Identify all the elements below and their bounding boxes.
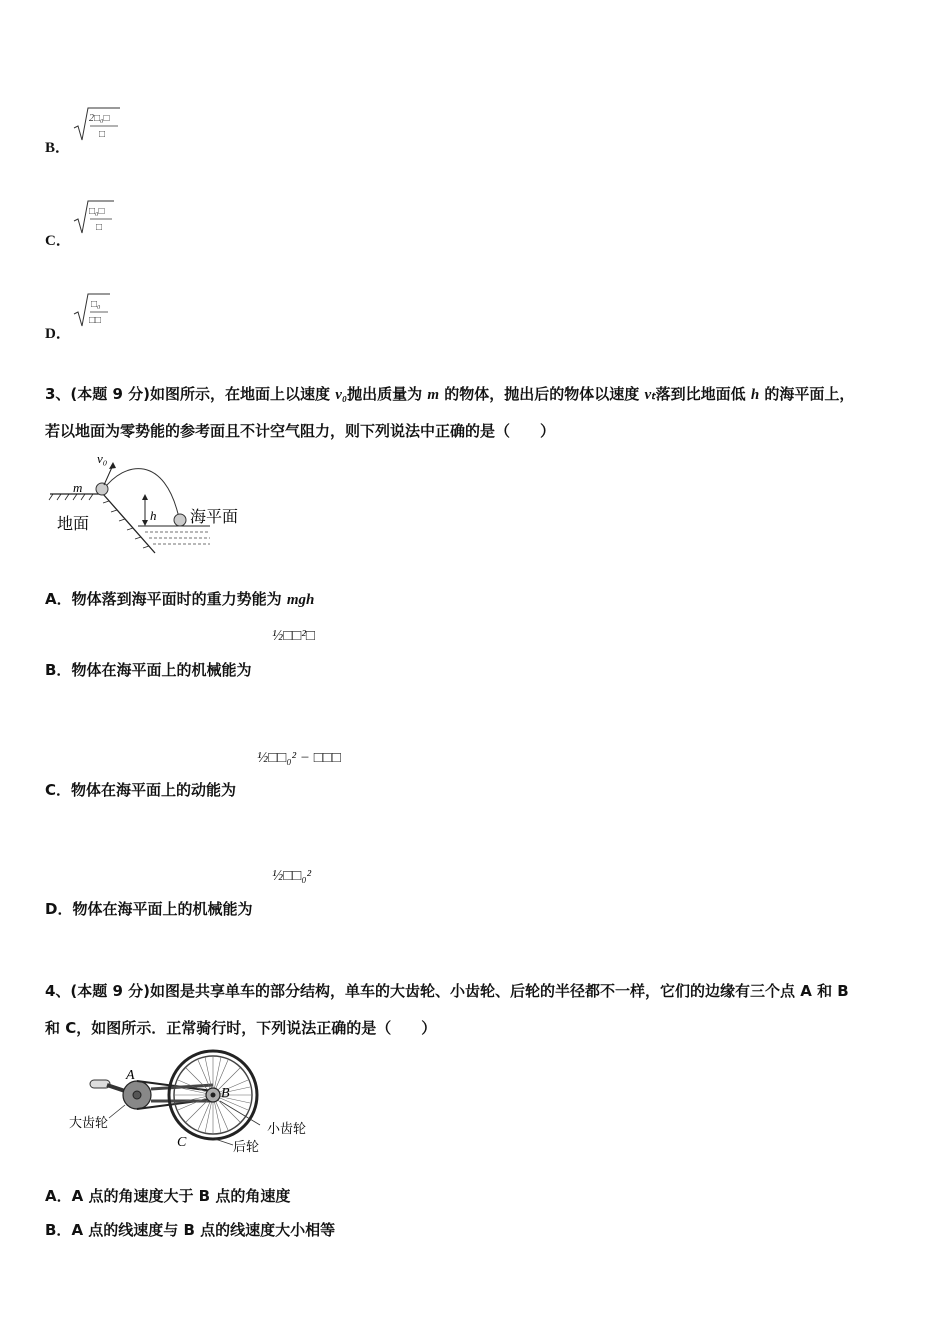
q4-option-b[interactable]: B．A 点的线速度与 B 点的线速度大小相等 <box>45 1221 336 1239</box>
option-b-numerator: 2□₀□ <box>89 113 110 124</box>
q3-stem-line2: 若以地面为零势能的参考面且不计空气阻力，则下列说法中正确的是（ ） <box>45 422 556 440</box>
sea-label: 海平面 <box>190 507 239 526</box>
small-gear-label: 小齿轮 <box>267 1122 307 1137</box>
option-c-numerator: □₀□ <box>89 206 105 217</box>
rear-wheel-label: 后轮 <box>233 1140 260 1155</box>
q3-option-a[interactable]: A．物体落到海平面时的重力势能为 mgh <box>45 590 315 608</box>
q3-stem-line1: 3、(本题 9 分)如图所示，在地面上以速度 v₀抛出质量为 m 的物体，抛出后的物体以速度 vₜ落到比地面低 h 的海平面上， <box>45 385 855 403</box>
option-b-denominator: □ <box>99 129 106 140</box>
sea-waves <box>145 532 210 544</box>
q3-option-d-formula: ½□□₀² <box>272 868 312 884</box>
cliff-slope <box>103 494 155 553</box>
option-d-formula <box>72 292 122 332</box>
option-d-label: D． <box>45 326 71 342</box>
option-b-label: B． <box>45 140 71 156</box>
option-b-formula <box>72 106 122 146</box>
q4-stem-line1: 4、(本题 9 分)如图是共享单车的部分结构，单车的大齿轮、小齿轮、后轮的半径都不一样，它们的边缘有三个点 A 和 B <box>45 982 849 1000</box>
option-d-denominator: □□ <box>89 315 102 326</box>
q3-option-b[interactable]: B．物体在海平面上的机械能为 <box>45 661 252 679</box>
option-c-label: C． <box>45 233 71 249</box>
point-a-label: A <box>126 1068 135 1083</box>
option-c-denominator: □ <box>96 222 103 233</box>
q3-option-d[interactable]: D．物体在海平面上的机械能为 <box>45 900 253 918</box>
ground-label: 地面 <box>57 514 90 533</box>
q4-stem-line2: 和 C，如图所示．正常骑行时，下列说法正确的是（ ） <box>45 1019 437 1037</box>
q3-figure <box>45 450 255 560</box>
point-c-label: C <box>177 1135 187 1150</box>
ball-start <box>96 483 108 495</box>
h-label: h <box>150 508 157 523</box>
q3-option-c-formula: ½□□₀² − □□□ <box>257 750 341 766</box>
slope-hatch <box>103 501 149 548</box>
q3-option-c[interactable]: C．物体在海平面上的动能为 <box>45 781 237 799</box>
q4-figure <box>65 1045 325 1160</box>
ground-hatch <box>49 494 93 500</box>
point-b-label: B <box>221 1086 230 1101</box>
v0-label: v₀ <box>97 451 108 466</box>
option-c-formula <box>72 199 122 239</box>
big-gear-label: 大齿轮 <box>69 1116 109 1131</box>
option-d-numerator: □₀ <box>91 299 101 310</box>
m-label: m <box>73 480 83 495</box>
q4-option-a[interactable]: A．A 点的角速度大于 B 点的角速度 <box>45 1187 291 1205</box>
ball-end <box>174 514 186 526</box>
q3-option-b-formula: ½□□²□ <box>272 628 315 644</box>
